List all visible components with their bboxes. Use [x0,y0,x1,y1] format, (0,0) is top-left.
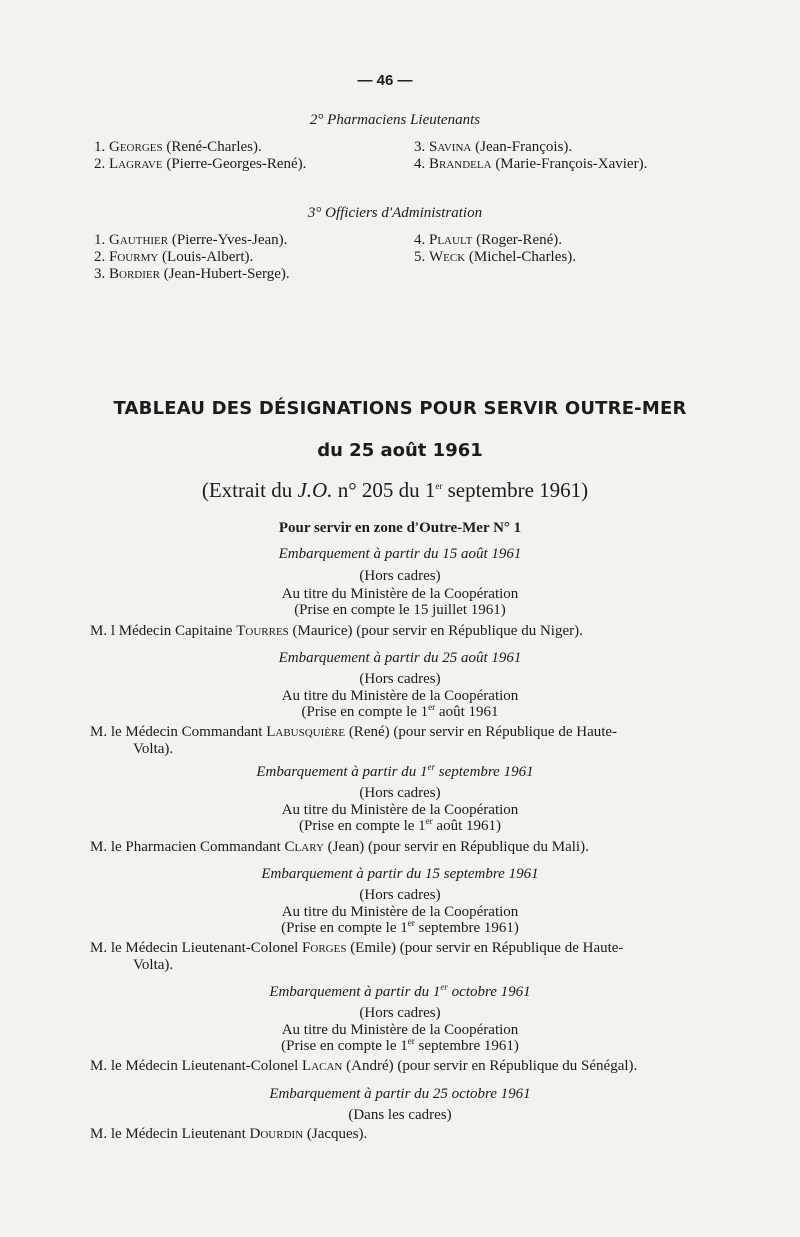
status-line: (Hors cadres) [359,1005,441,1021]
designation-entry: M. le Pharmacien Commandant Clary (Jean) (pour servir en République du Mali). [90,839,589,855]
designation-entry: M. le Médecin Commandant Labusquière (René) (pour servir en République de Haute- Volta). [90,724,618,757]
prise-line: (Prise en compte le 1er août 1961) [299,816,501,834]
designation-entry: M. l Médecin Capitaine Tourres (Maurice) (pour servir en République du Niger). [90,623,583,639]
embarkation-date: Embarquement à partir du 25 octobre 1961 [269,1086,531,1102]
embarkation-date: Embarquement à partir du 1er octobre 1961 [269,982,531,1000]
status-line: (Hors cadres) [359,785,441,801]
designation-entry: M. le Médecin Lieutenant-Colonel Forges (Emile) (pour servir en République de Haute- Volta). [90,940,624,973]
embarkation-date: Embarquement à partir du 1er septembre 1961 [256,762,534,780]
embarkation-date: Embarquement à partir du 15 septembre 1961 [261,866,539,882]
page-number: — 46 — [357,72,413,89]
extract-reference: (Extrait du J.O. n° 205 du 1er septembre 1961) [201,478,589,502]
status-line: (Hors cadres) [359,671,441,687]
pharmaciens-right-list [414,139,647,173]
embarkation-date: Embarquement à partir du 25 août 1961 [278,650,522,666]
title-date: du 25 août 1961 [317,440,483,461]
ministry-line: Au titre du Ministère de la Coopération [281,688,519,704]
designation-entry: M. le Médecin Lieutenant Dourdin (Jacques). [90,1126,368,1142]
list-item: 4. Plault (Roger-René). [414,232,563,248]
prise-line: (Prise en compte le 15 juillet 1961) [294,602,506,618]
list-item: 2. Lagrave (Pierre-Georges-René). [94,156,307,172]
list-item: 5. Weck (Michel-Charles). [414,249,576,265]
page-title: TABLEAU DES DÉSIGNATIONS POUR SERVIR OUTRE-MER [113,398,687,419]
officiers-right-list [414,232,576,266]
ministry-line: Au titre du Ministère de la Coopération [281,1022,519,1038]
list-item: 2. Fourmy (Louis-Albert). [94,249,254,265]
status-line: (Dans les cadres) [348,1107,452,1123]
pharmaciens-left-list [94,139,306,173]
designation-entry: M. le Médecin Lieutenant-Colonel Lacan (André) (pour servir en République du Sénégal). [90,1058,638,1074]
list-item: 1. Georges (René-Charles). [94,139,262,155]
status-line: (Hors cadres) [359,887,441,903]
list-item: 4. Brandela (Marie-François-Xavier). [414,156,648,172]
officiers-left-list [94,232,290,283]
section-heading-officiers: 3° Officiers d'Administration [307,205,483,221]
status-line: (Hors cadres) [359,568,441,584]
prise-line: (Prise en compte le 1er septembre 1961) [281,1036,519,1054]
ministry-line: Au titre du Ministère de la Coopération [281,802,519,818]
list-item: 1. Gauthier (Pierre-Yves-Jean). [94,232,288,248]
ministry-line: Au titre du Ministère de la Coopération [281,586,519,602]
ministry-line: Au titre du Ministère de la Coopération [281,904,519,920]
prise-line: (Prise en compte le 1er septembre 1961) [281,918,519,936]
embarkation-date: Embarquement à partir du 15 août 1961 [278,546,522,562]
zone-heading: Pour servir en zone d'Outre-Mer N° 1 [278,520,522,536]
section-heading-pharmaciens: 2° Pharmaciens Lieutenants [309,112,481,128]
prise-line: (Prise en compte le 1er août 1961 [301,702,499,720]
list-item: 3. Bordier (Jean-Hubert-Serge). [94,266,290,282]
list-item: 3. Savina (Jean-François). [414,139,573,155]
